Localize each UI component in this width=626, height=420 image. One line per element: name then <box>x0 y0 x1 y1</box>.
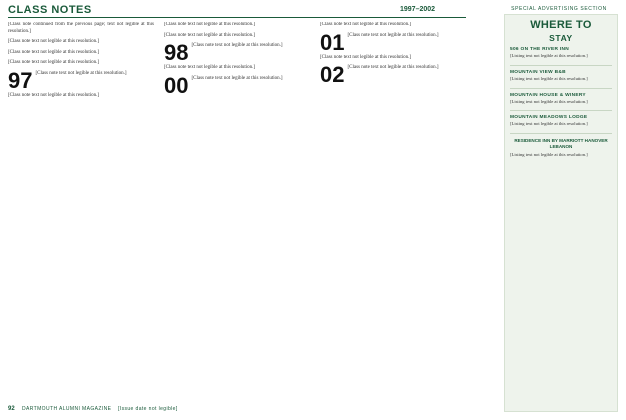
listing-divider <box>510 65 612 66</box>
listing-text: [Listing text not legible at this resolution.] <box>510 53 588 58</box>
listing-mountain-house <box>510 93 612 105</box>
class-note-text: [Class note text not legible at this resolution.] <box>164 65 256 71</box>
class-note-text: [Class note text not legible at this resolution.] <box>320 54 412 60</box>
issue-date: [Issue date not legible] <box>118 406 178 412</box>
column-1 <box>8 22 154 400</box>
class-note-text: [Class note text not legible at this resolution.] <box>191 43 283 49</box>
class-year-entry <box>320 29 466 55</box>
class-note-text: [Class note text not legible at this resolution.] <box>347 65 439 71</box>
class-note-text: [Class note text not legible at this resolution.] <box>164 32 256 38</box>
sidebar-title: WHERE TO <box>530 19 592 31</box>
listing-residence-inn <box>510 138 612 158</box>
class-note-text: [Class note text not legible at this resolution.] <box>35 70 127 76</box>
magazine-name: DARTMOUTH ALUMNI MAGAZINE <box>22 406 112 412</box>
class-note-text: [Class note text not legible at this resolution.] <box>191 75 283 81</box>
class-note-text: [Class note text not legible at this resolution.] <box>8 92 100 98</box>
listing-506-on-the-river <box>510 47 612 59</box>
listing-name: MOUNTAIN MEADOWS LODGE <box>510 115 588 121</box>
class-year-entry <box>320 62 466 88</box>
where-to-stay-sidebar <box>504 14 618 412</box>
header-divider <box>8 17 466 18</box>
class-year-entry <box>8 67 154 93</box>
class-year-number: 00 <box>164 72 189 98</box>
listing-name: MOUNTAIN VIEW B&B <box>510 69 566 75</box>
class-year-range: 1997–2002 <box>400 6 436 13</box>
class-note-text: [Class note continued from the previous page; text not legible at this resolution.] <box>8 22 154 34</box>
listing-divider <box>510 88 612 89</box>
section-title: CLASS NOTES <box>8 4 92 16</box>
listing-mountain-meadows <box>510 115 612 127</box>
special-advertising-label: SPECIAL ADVERTISING SECTION <box>511 6 607 12</box>
column-3 <box>320 22 466 400</box>
class-notes-columns <box>8 22 466 400</box>
class-note-text: [Class note text not legible at this resolution.] <box>347 32 439 38</box>
class-year-number: 01 <box>320 29 345 55</box>
class-year-entry <box>164 40 310 66</box>
listing-name: MOUNTAIN HOUSE & WINERY <box>510 92 586 98</box>
sidebar-subtitle: STAY <box>549 33 573 43</box>
listing-text: [Listing text not legible at this resolution.] <box>510 121 588 127</box>
listing-text: [Listing text not legible at this resolution.] <box>510 152 588 158</box>
class-note-text: [Class note text not legible at this resolution.] <box>8 49 100 55</box>
class-year-entry <box>164 72 310 98</box>
class-note-text: [Class note text not legible at this resolution.] <box>8 39 100 45</box>
listing-text: [Listing text not legible at this resolution.] <box>510 75 588 81</box>
class-note-text: [Class note text not legible at this resolution.] <box>8 60 100 66</box>
listing-mountain-view <box>510 70 612 82</box>
class-note-text: [Class note text not legible at this resolution.] <box>320 22 412 27</box>
listing-name: 506 ON THE RIVER INN <box>510 47 570 52</box>
listing-name: RESIDENCE INN BY MARRIOTT HANOVER LEBANON <box>514 138 608 150</box>
page-number: 92 <box>8 406 15 412</box>
class-year-number: 02 <box>320 62 345 88</box>
listing-text: [Listing text not legible at this resolution.] <box>510 98 588 104</box>
listing-divider <box>510 110 612 111</box>
class-year-number: 98 <box>164 40 189 66</box>
column-2 <box>164 22 310 400</box>
page-footer <box>8 404 466 416</box>
listing-divider <box>510 133 612 134</box>
class-note-text: [Class note text not legible at this resolution.] <box>164 22 256 27</box>
class-year-number: 97 <box>8 67 33 93</box>
